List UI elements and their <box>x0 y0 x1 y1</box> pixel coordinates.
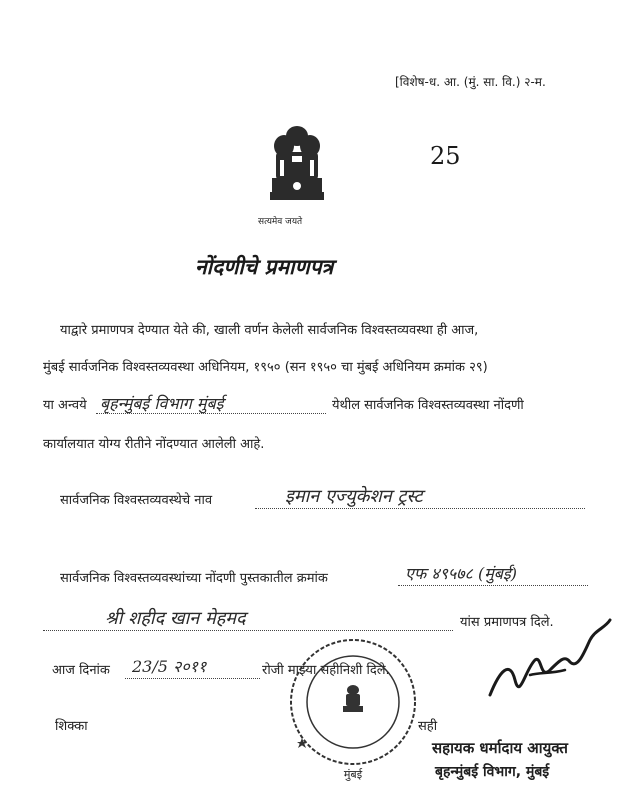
recipient-suffix: यांस प्रमाणपत्र दिले. <box>460 615 554 630</box>
emblem-motto: सत्यमेव जयते <box>258 217 303 227</box>
trust-name-value: इमान एज्युकेशन ट्रस्ट <box>285 486 423 507</box>
body-line-4: कार्यालयात योग्य रीतीने नोंदण्यात आलेली आहे. <box>43 437 265 452</box>
registration-label: सार्वजनिक विश्वस्तव्यवस्थांच्या नोंदणी पुस्तकातील क्रमांक <box>60 571 328 586</box>
handwritten-signature <box>470 600 620 720</box>
certificate-number: 25 <box>430 142 461 170</box>
registration-line <box>398 585 588 586</box>
certificate-title: नोंदणीचे प्रमाणपत्र <box>195 255 334 279</box>
body-line-2: मुंबई सार्वजनिक विश्वस्तव्यवस्था अधिनियम, १९५० (सन १९५० चा मुंबई अधिनियम क्रमांक २९) <box>43 360 488 375</box>
stamp-bottom-text: मुंबई <box>343 768 363 781</box>
seal-label: शिक्का <box>55 719 88 734</box>
body-line-1: याद्वारे प्रमाणपत्र देण्यात येते की, खाली वर्णन केलेली सार्वजनिक विश्वस्तव्यवस्था ही आज, <box>60 323 479 338</box>
body-line-3-suffix: येथील सार्वजनिक विश्वस्तव्यवस्था नोंदणी <box>332 398 524 413</box>
signature-label: सही <box>418 719 438 734</box>
registration-value: एफ ४९५७८ (मुंबई) <box>405 564 518 583</box>
official-stamp <box>268 620 438 785</box>
date-prefix: आज दिनांक <box>52 663 110 678</box>
body-line-3-prefix: या अन्वये <box>43 398 87 413</box>
trust-name-label: सार्वजनिक विश्वस्तव्यवस्थेचे नाव <box>60 493 213 508</box>
jurisdiction-handwritten: बृहन्मुंबई विभाग मुंबई <box>100 394 224 413</box>
signatory-title: सहायक धर्मादाय आयुक्त <box>432 739 568 757</box>
recipient-value: श्री शहीद खान मेहमद <box>105 608 246 629</box>
date-value: 23/5 २०११ <box>132 657 207 676</box>
form-code: [विशेष-ध. आ. (मुं. सा. वि.) २-म. <box>395 75 546 89</box>
date-line <box>125 678 260 679</box>
jurisdiction-line <box>96 413 326 414</box>
date-suffix: रोजी माझ्या सहीनिशी दिले. <box>262 663 390 678</box>
trust-name-line <box>255 508 585 509</box>
ashoka-emblem-icon <box>262 122 332 222</box>
signatory-office: बृहन्मुंबई विभाग, मुंबई <box>435 764 550 780</box>
